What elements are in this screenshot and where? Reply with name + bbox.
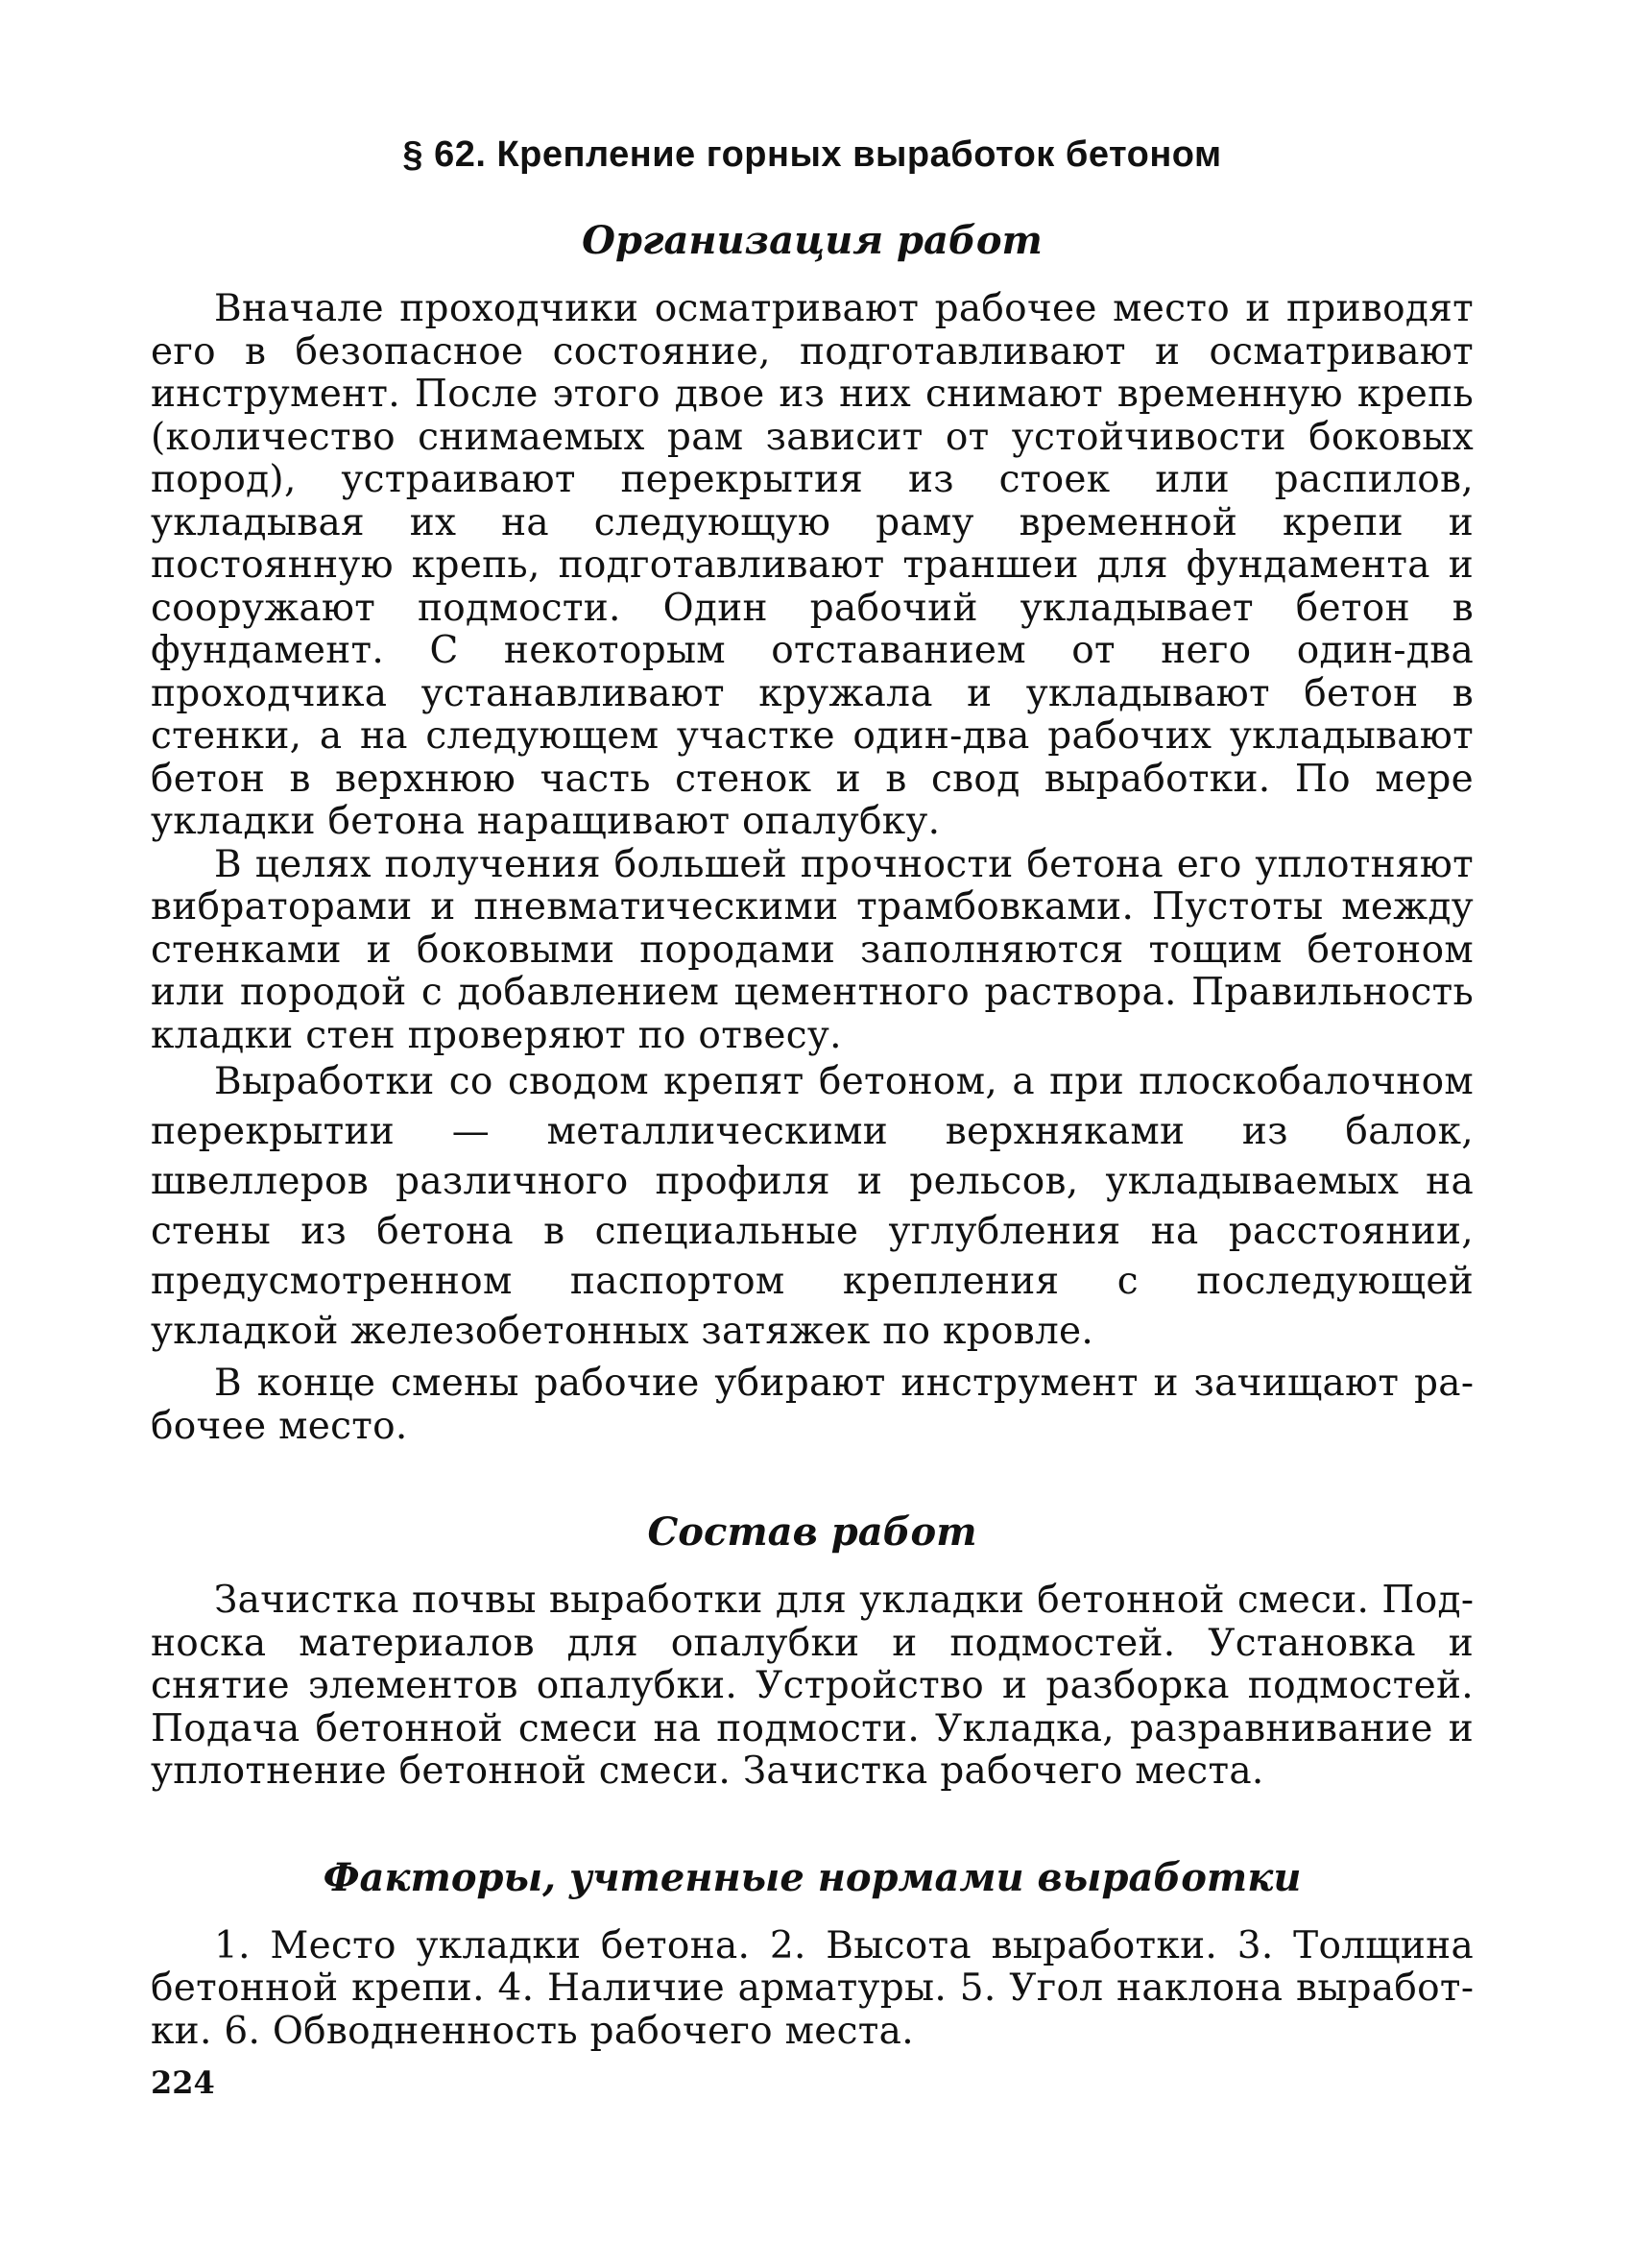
- organization-paragraph-3: Выработки со сводом крепят бетоном, а при плоскобалочном перекрытии — металлическими верхняками из балок, швеллеров различного профиля и рельсов, укладываемых на стены из бетона в специальные углубления на расстоянии, предусмотренном паспортом крепления с последующей укладкой железобетонных затяжек по кровле.: [151, 1060, 1474, 1353]
- organization-paragraph-4: В конце смены рабочие убирают инструмент и зачищают рабочее место.: [151, 1362, 1474, 1448]
- factors-heading: Факторы, учтенные нормами выработки: [323, 1854, 1302, 1900]
- organization-heading: Организация работ: [582, 218, 1043, 263]
- organization-paragraph-2: В целях получения большей прочности бетона его уплотняют вибраторами и пневматическими трамбовками. Пустоты между стенками и боковыми породами заполняются тощим бетоном или породой с добавлением цементного раствора. Правильность кладки стен проверяют по отвесу.: [151, 842, 1474, 1057]
- organization-paragraph-1: Вначале проходчики осматривают рабочее место и приводят его в безопасное состояние, подготавливают и осматривают инструмент. После этого двое из них снимают временную крепь (количество снимаемых рам зависит от устойчивости боковых пород), устраивают перекрытия из стоек или распилов, укладывая их на следующую раму временной крепи и постоянную крепь, подготавливают траншеи для фундамента и сооружают подмости. Один рабочий укладывает бетон в фундамент. С некоторым отставанием от него один-два проходчика устанавливают кружала и укладывают бетон в стенки, а на следующем участке один-два рабочих укладывают бетон в верхнюю часть стенок и в свод выработки. По мере укладки бетона наращивают опалубку.: [151, 287, 1474, 843]
- page-number: 224: [151, 2064, 215, 2101]
- factors-paragraph: 1. Место укладки бетона. 2. Высота выработки. 3. Толщина бетонной крепи. 4. Наличие арматуры. 5. Угол наклона выработки. 6. Обводненность рабочего места.: [151, 1923, 1474, 2053]
- page-content: [151, 134, 1474, 2053]
- composition-paragraph: Зачистка почвы выработки для укладки бетонной смеси. Подноска материалов для опалубки и подмостей. Установка и снятие элементов опалубки. Устройство и разборка подмостей. Подача бетонной смеси на подмости. Укладка, разравнивание и уплотнение бетонной смеси. Зачистка рабочего места.: [151, 1579, 1474, 1793]
- section-title: § 62. Крепление горных выработок бетоном: [402, 134, 1222, 175]
- composition-heading: Состав работ: [647, 1509, 977, 1555]
